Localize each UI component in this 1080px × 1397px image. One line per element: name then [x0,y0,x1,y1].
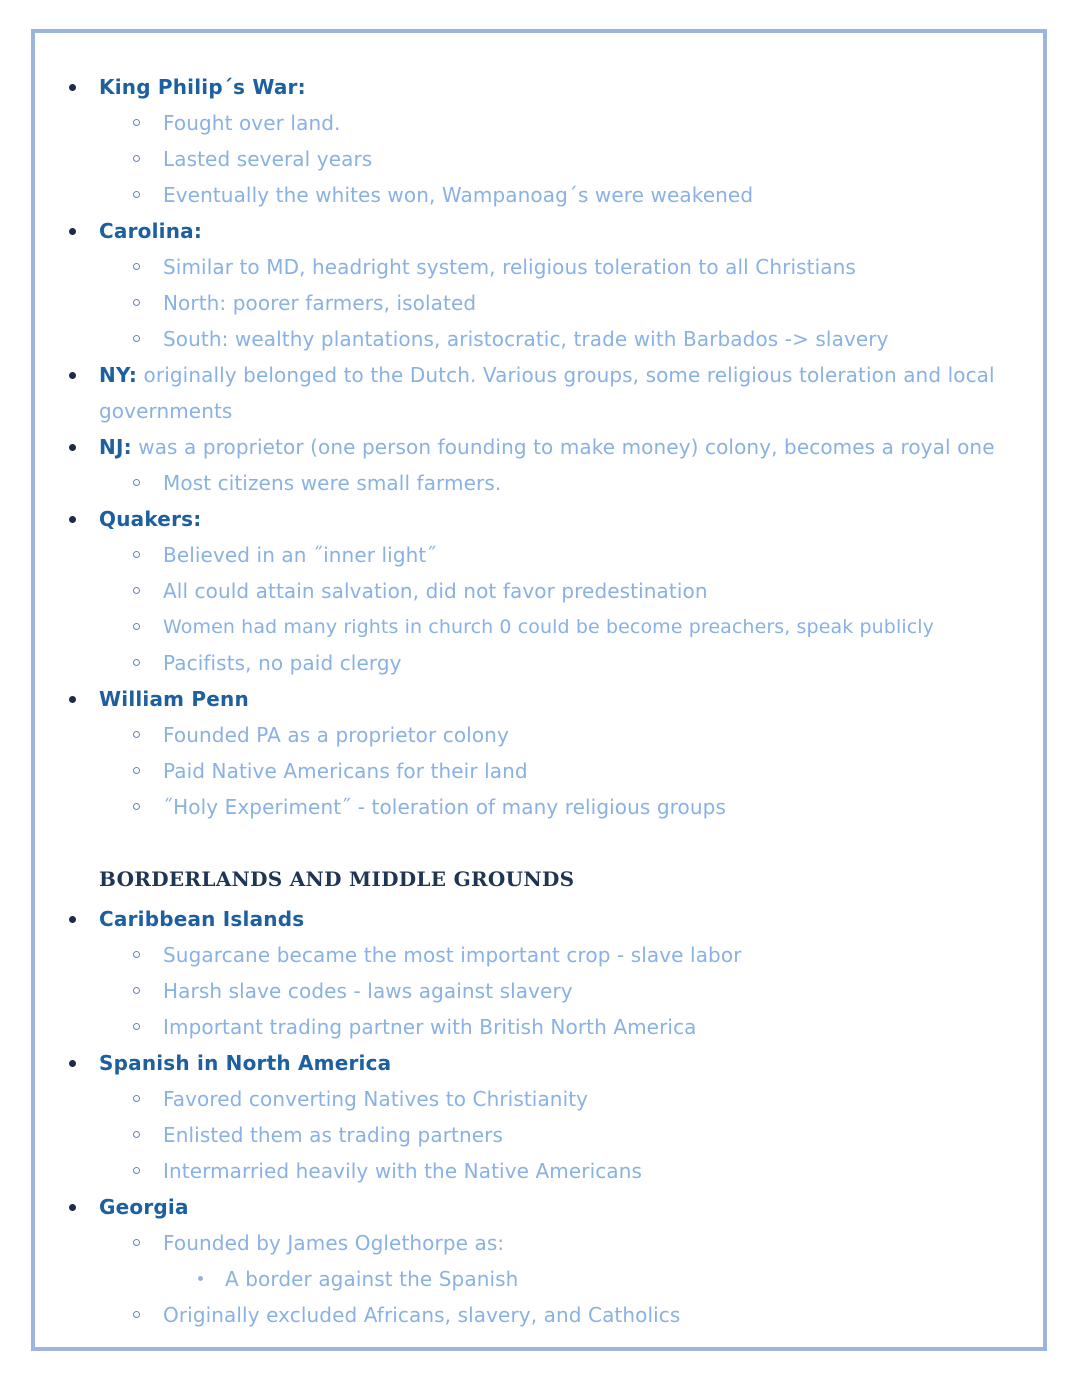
carolina-point-1: Similar to MD, headright system, religious toleration to all Christians [163,255,856,279]
bullet-dot [69,372,76,379]
spanish-point-2: Enlisted them as trading partners [163,1123,503,1147]
nj-point-1: Most citizens were small farmers. [163,471,502,495]
caribbean-point-1: Sugarcane became the most important crop - slave labor [163,943,742,967]
carolina-point-3: South: wealthy plantations, aristocratic, trade with Barbados -> slavery [163,327,889,351]
quakers-point-4: Pacifists, no paid clergy [163,651,402,675]
ny-text-1: originally belonged to the Dutch. Various groups, some religious toleration and local [137,363,995,387]
sub-bullet [133,551,140,558]
sub-bullet [133,263,140,270]
caribbean-point-3: Important trading partner with British North America [163,1015,697,1039]
quakers-point-2: All could attain salvation, did not favor predestination [163,579,708,603]
sub-bullet [133,767,140,774]
sub-bullet [133,479,140,486]
bullet-dot [69,916,76,923]
king-philip-heading: King Philip´s War: [99,75,306,99]
nj-heading: NJ: [99,435,132,459]
bullet-dot [69,1060,76,1067]
georgia-point-2: Originally excluded Africans, slavery, and Catholics [163,1303,681,1327]
spanish-heading: Spanish in North America [99,1051,392,1075]
bullet-dot [69,444,76,451]
georgia-subpoint-1: A border against the Spanish [225,1267,519,1291]
ny-line-1 [99,360,995,390]
spanish-point-1: Favored converting Natives to Christianity [163,1087,589,1111]
king-philip-point-2: Lasted several years [163,147,373,171]
king-philip-point-1: Fought over land. [163,111,341,135]
sub-bullet [133,623,140,630]
king-philip-point-3: Eventually the whites won, Wampanoag´s were weakened [163,183,754,207]
sub-bullet [133,1131,140,1138]
sub-bullet [133,1095,140,1102]
quakers-point-1: Believed in an ˝inner light˝ [163,543,437,567]
nj-line [99,432,995,462]
sub-bullet [133,155,140,162]
caribbean-point-2: Harsh slave codes - laws against slavery [163,979,573,1003]
bullet-dot [69,516,76,523]
bullet-dot [69,228,76,235]
sub-bullet [133,803,140,810]
sub-bullet [133,1023,140,1030]
sub-bullet [133,1311,140,1318]
penn-point-1: Founded PA as a proprietor colony [163,723,509,747]
ny-text-2: governments [99,399,233,423]
penn-point-2: Paid Native Americans for their land [163,759,528,783]
penn-point-3: ˝Holy Experiment˝ - toleration of many religious groups [163,795,726,819]
bullet-dot [69,696,76,703]
sub-bullet [133,731,140,738]
sub-sub-bullet [198,1276,203,1281]
spanish-point-3: Intermarried heavily with the Native Americans [163,1159,642,1183]
nj-text: was a proprietor (one person founding to make money) colony, becomes a royal one [131,435,995,459]
georgia-heading: Georgia [99,1195,189,1219]
sub-bullet [133,987,140,994]
penn-heading: William Penn [99,687,249,711]
sub-bullet [133,1239,140,1246]
sub-bullet [133,119,140,126]
note-page [31,29,1047,1351]
bullet-dot [69,84,76,91]
sub-bullet [133,1167,140,1174]
sub-bullet [133,587,140,594]
ny-heading: NY: [99,363,138,387]
bullet-dot [69,1204,76,1211]
notes-content [35,33,1043,1347]
sub-bullet [133,191,140,198]
quakers-heading: Quakers: [99,507,202,531]
sub-bullet [133,659,140,666]
caribbean-heading: Caribbean Islands [99,907,305,931]
quakers-point-3: Women had many rights in church 0 could be become preachers, speak publicly [163,616,934,638]
carolina-point-2: North: poorer farmers, isolated [163,291,477,315]
sub-bullet [133,335,140,342]
section-title-borderlands: BORDERLANDS AND MIDDLE GROUNDS [99,867,575,891]
georgia-point-1: Founded by James Oglethorpe as: [163,1231,505,1255]
carolina-heading: Carolina: [99,219,203,243]
sub-bullet [133,299,140,306]
sub-bullet [133,951,140,958]
